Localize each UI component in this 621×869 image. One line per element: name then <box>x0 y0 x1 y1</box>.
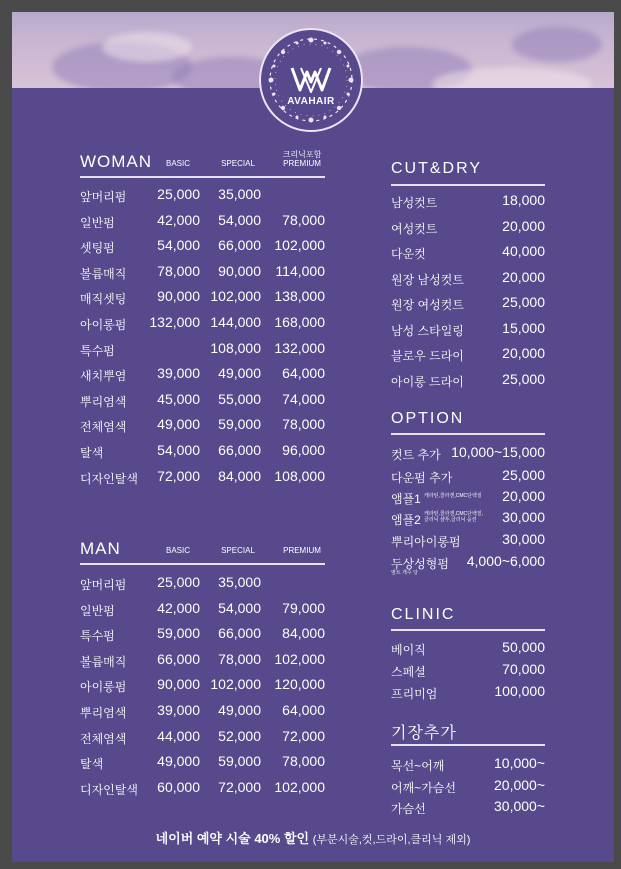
woman-row <box>80 237 325 257</box>
man-service-name: 아이롱펌 <box>80 680 127 695</box>
man-row <box>80 728 325 748</box>
clinic-title: CLINIC <box>391 606 456 623</box>
woman-price-basic: 54,000 <box>157 442 200 458</box>
cut-dry-price: 18,000 <box>502 192 545 208</box>
cut-dry-service-name: 다운컷 <box>391 247 426 261</box>
woman-price-special: 49,000 <box>218 365 261 382</box>
cut-dry-row <box>391 294 545 314</box>
woman-row <box>80 468 325 488</box>
option-service-name: 앰플2 <box>391 513 421 527</box>
woman-row <box>80 288 325 308</box>
man-price-premium: 120,000 <box>274 676 325 693</box>
option-note: 케라틴,콜라겐,CMC단백질 <box>424 493 482 499</box>
cut-dry-service-name: 아이롱 드라이 <box>391 374 464 389</box>
man-price-basic: 39,000 <box>157 702 200 718</box>
man-service-name: 일반펌 <box>80 603 115 618</box>
woman-title: WOMAN <box>80 152 153 171</box>
cut-dry-price: 20,000 <box>502 345 545 361</box>
woman-service-name: 특수펌 <box>80 343 115 358</box>
man-row <box>80 574 325 594</box>
cut-dry-row <box>391 371 545 391</box>
man-service-name: 볼륨매직 <box>80 654 127 669</box>
ava-monogram-icon <box>292 68 330 92</box>
cut-dry-service-name: 남성 스타일링 <box>391 323 464 338</box>
man-service-name: 앞머리펌 <box>80 578 127 592</box>
woman-row <box>80 212 325 232</box>
price-menu-sheet <box>12 12 614 862</box>
length-price: 30,000~ <box>494 798 545 814</box>
man-price-special: 35,000 <box>218 574 261 590</box>
clinic-service-name: 베이직 <box>391 643 426 657</box>
woman-price-premium: 132,000 <box>274 339 325 356</box>
man-col-premium: PREMIUM <box>283 546 321 555</box>
man-price-premium: 78,000 <box>282 753 325 770</box>
cut-dry-rule <box>391 184 545 186</box>
cut-dry-price: 20,000 <box>502 268 545 285</box>
man-rule <box>80 563 325 565</box>
woman-price-special: 108,000 <box>210 339 261 356</box>
woman-row <box>80 314 325 334</box>
option-note: 옆트 개수 당 <box>391 570 418 576</box>
woman-price-special: 54,000 <box>218 211 261 228</box>
brand-name: AVAHAIR <box>287 96 335 107</box>
man-service-name: 탈색 <box>80 757 104 772</box>
man-price-premium: 102,000 <box>274 778 325 795</box>
woman-price-basic: 78,000 <box>157 262 200 279</box>
option-row <box>391 488 545 508</box>
woman-price-special: 144,000 <box>210 314 261 330</box>
option-service-name: 다운펌 추가 <box>391 471 453 485</box>
clinic-rule <box>391 629 545 631</box>
woman-price-special: 59,000 <box>218 416 261 433</box>
length-row <box>391 798 545 818</box>
clinic-row <box>391 639 545 659</box>
option-service-name: 앰플1 <box>391 492 421 506</box>
man-price-special: 52,000 <box>218 727 261 744</box>
woman-price-premium: 168,000 <box>274 314 325 330</box>
woman-row <box>80 365 325 385</box>
man-price-basic: 59,000 <box>157 625 200 642</box>
cut-dry-price: 40,000 <box>502 243 545 259</box>
woman-service-name: 일반펌 <box>80 215 115 230</box>
man-price-special: 102,000 <box>210 676 261 693</box>
man-price-premium: 84,000 <box>282 625 325 642</box>
clinic-service-name: 스페셜 <box>391 665 426 679</box>
woman-service-name: 아이롱펌 <box>80 318 127 332</box>
man-price-premium: 79,000 <box>282 599 325 616</box>
footer-sub: (부분시술,컷,드라이,클리닉 제외) <box>312 834 471 846</box>
woman-service-name: 뿌리염색 <box>80 394 127 409</box>
cut-dry-row <box>391 345 545 365</box>
woman-price-special: 35,000 <box>218 186 261 202</box>
cut-dry-service-name: 블로우 드라이 <box>391 349 464 363</box>
option-price: 30,000 <box>502 531 545 547</box>
woman-price-special: 90,000 <box>218 262 261 279</box>
option-row <box>391 444 545 464</box>
length-row <box>391 755 545 775</box>
woman-service-name: 볼륨매직 <box>80 266 127 281</box>
option-title: OPTION <box>391 410 465 427</box>
man-row <box>80 702 325 722</box>
woman-price-premium: 108,000 <box>274 467 325 484</box>
cut-dry-price: 15,000 <box>502 319 545 336</box>
woman-col-special: SPECIAL <box>221 159 255 168</box>
length-title: 기장추가 <box>391 725 457 742</box>
man-price-basic: 90,000 <box>157 676 200 693</box>
woman-price-basic: 90,000 <box>157 288 200 305</box>
man-row <box>80 676 325 696</box>
clinic-price: 100,000 <box>494 683 545 699</box>
man-price-premium: 102,000 <box>274 650 325 667</box>
man-price-special: 72,000 <box>218 778 261 795</box>
length-rule <box>391 744 545 746</box>
option-row <box>391 509 545 529</box>
man-price-special: 49,000 <box>218 702 261 718</box>
man-price-special: 54,000 <box>218 599 261 616</box>
cut-dry-price: 20,000 <box>502 217 545 234</box>
length-price: 10,000~ <box>494 755 545 771</box>
woman-price-premium: 64,000 <box>282 365 325 382</box>
length-service-name: 목선~어깨 <box>391 759 445 773</box>
woman-row <box>80 186 325 206</box>
man-row <box>80 779 325 799</box>
cut-dry-row <box>391 320 545 340</box>
woman-price-premium: 138,000 <box>274 288 325 305</box>
man-price-special: 59,000 <box>218 753 261 770</box>
man-price-basic: 44,000 <box>157 727 200 744</box>
woman-service-name: 탈색 <box>80 446 104 460</box>
man-row <box>80 753 325 773</box>
clinic-service-name: 프리미엄 <box>391 687 438 701</box>
woman-price-premium: 102,000 <box>274 237 325 254</box>
man-price-basic: 25,000 <box>157 574 200 590</box>
cut-dry-row <box>391 218 545 238</box>
man-service-name: 뿌리염색 <box>80 706 127 720</box>
option-service-name: 두상성형펌 <box>391 557 449 571</box>
woman-price-special: 102,000 <box>210 288 261 305</box>
man-title: MAN <box>80 539 121 558</box>
option-service-name: 뿌리아이롱펌 <box>391 535 461 549</box>
option-service-name: 컷트 추가 <box>391 448 441 462</box>
man-row <box>80 600 325 620</box>
cut-dry-service-name: 남성컷트 <box>391 196 438 210</box>
woman-price-special: 84,000 <box>218 467 261 484</box>
option-price: 25,000 <box>502 467 545 483</box>
cut-dry-row <box>391 269 545 289</box>
naver-discount-footer <box>12 828 614 847</box>
man-price-basic: 42,000 <box>157 599 200 616</box>
cut-dry-title: CUT&DRY <box>391 160 483 177</box>
length-price: 20,000~ <box>494 776 545 793</box>
woman-price-premium: 78,000 <box>282 416 325 433</box>
woman-service-name: 디자인탈색 <box>80 471 138 486</box>
woman-price-premium: 74,000 <box>282 390 325 407</box>
option-row <box>391 553 545 576</box>
cut-dry-service-name: 원장 남성컷트 <box>391 272 464 287</box>
clinic-price: 50,000 <box>502 639 545 655</box>
woman-row <box>80 340 325 360</box>
length-service-name: 가슴선 <box>391 802 426 816</box>
clinic-price: 70,000 <box>502 661 545 677</box>
woman-price-special: 66,000 <box>218 442 261 458</box>
option-note: 케라틴,콜라겐,CMC단백질, 클리닉 샴푸,클리닉 옵션 <box>424 511 484 523</box>
option-price: 20,000 <box>502 488 545 504</box>
man-service-name: 전체염색 <box>80 731 127 746</box>
woman-price-basic: 49,000 <box>157 416 200 433</box>
clinic-row <box>391 683 545 703</box>
woman-service-name: 새치뿌염 <box>80 369 127 384</box>
woman-row <box>80 442 325 462</box>
cut-dry-row <box>391 243 545 263</box>
option-price: 4,000~6,000 <box>466 553 545 569</box>
clinic-row <box>391 661 545 681</box>
woman-service-name: 셋팅펌 <box>80 241 115 256</box>
floral-wreath-icon <box>261 30 361 130</box>
woman-price-basic: 45,000 <box>157 390 200 407</box>
woman-price-basic: 39,000 <box>157 365 200 382</box>
man-price-premium: 72,000 <box>282 727 325 744</box>
woman-price-special: 55,000 <box>218 390 261 407</box>
woman-col-premium: 크리닉포함 PREMIUM <box>282 150 322 168</box>
man-price-special: 78,000 <box>218 650 261 667</box>
woman-service-name: 앞머리펌 <box>80 190 127 204</box>
woman-row <box>80 391 325 411</box>
woman-price-basic: 25,000 <box>157 186 200 202</box>
woman-price-basic: 42,000 <box>157 211 200 228</box>
option-row <box>391 467 545 487</box>
footer-main: 네이버 예약 시술 40% 할인 <box>155 831 310 846</box>
man-col-special: SPECIAL <box>221 546 255 555</box>
option-row <box>391 531 545 551</box>
woman-rule <box>80 176 325 178</box>
man-service-name: 디자인탈색 <box>80 782 138 797</box>
man-service-name: 특수펌 <box>80 629 115 644</box>
man-price-basic: 60,000 <box>157 778 200 795</box>
woman-service-name: 매직셋팅 <box>80 292 127 307</box>
woman-price-premium: 114,000 <box>275 262 325 279</box>
cut-dry-price: 25,000 <box>502 294 545 310</box>
option-price: 10,000~15,000 <box>451 444 545 460</box>
man-row <box>80 625 325 645</box>
woman-price-basic: 54,000 <box>157 237 200 254</box>
length-service-name: 어깨~가슴선 <box>391 780 456 795</box>
woman-price-special: 66,000 <box>218 237 261 254</box>
option-rule <box>391 433 545 435</box>
woman-service-name: 전체염색 <box>80 420 127 435</box>
man-price-special: 66,000 <box>218 625 261 642</box>
brand-logo <box>259 28 363 132</box>
man-row <box>80 651 325 671</box>
man-price-premium: 64,000 <box>282 702 325 718</box>
man-price-basic: 66,000 <box>157 650 200 667</box>
woman-col-basic: BASIC <box>165 159 190 168</box>
length-row <box>391 777 545 797</box>
woman-price-premium: 78,000 <box>282 211 325 228</box>
woman-price-premium: 96,000 <box>282 442 325 458</box>
woman-row <box>80 416 325 436</box>
man-price-basic: 49,000 <box>157 753 200 770</box>
man-col-basic: BASIC <box>165 546 190 555</box>
cut-dry-price: 25,000 <box>502 370 545 387</box>
cut-dry-row <box>391 192 545 212</box>
option-price: 30,000 <box>502 509 545 525</box>
cut-dry-service-name: 원장 여성컷트 <box>391 298 464 312</box>
cut-dry-service-name: 여성컷트 <box>391 221 438 236</box>
woman-price-basic: 72,000 <box>157 467 200 484</box>
woman-row <box>80 263 325 283</box>
woman-price-basic: 132,000 <box>149 314 200 330</box>
